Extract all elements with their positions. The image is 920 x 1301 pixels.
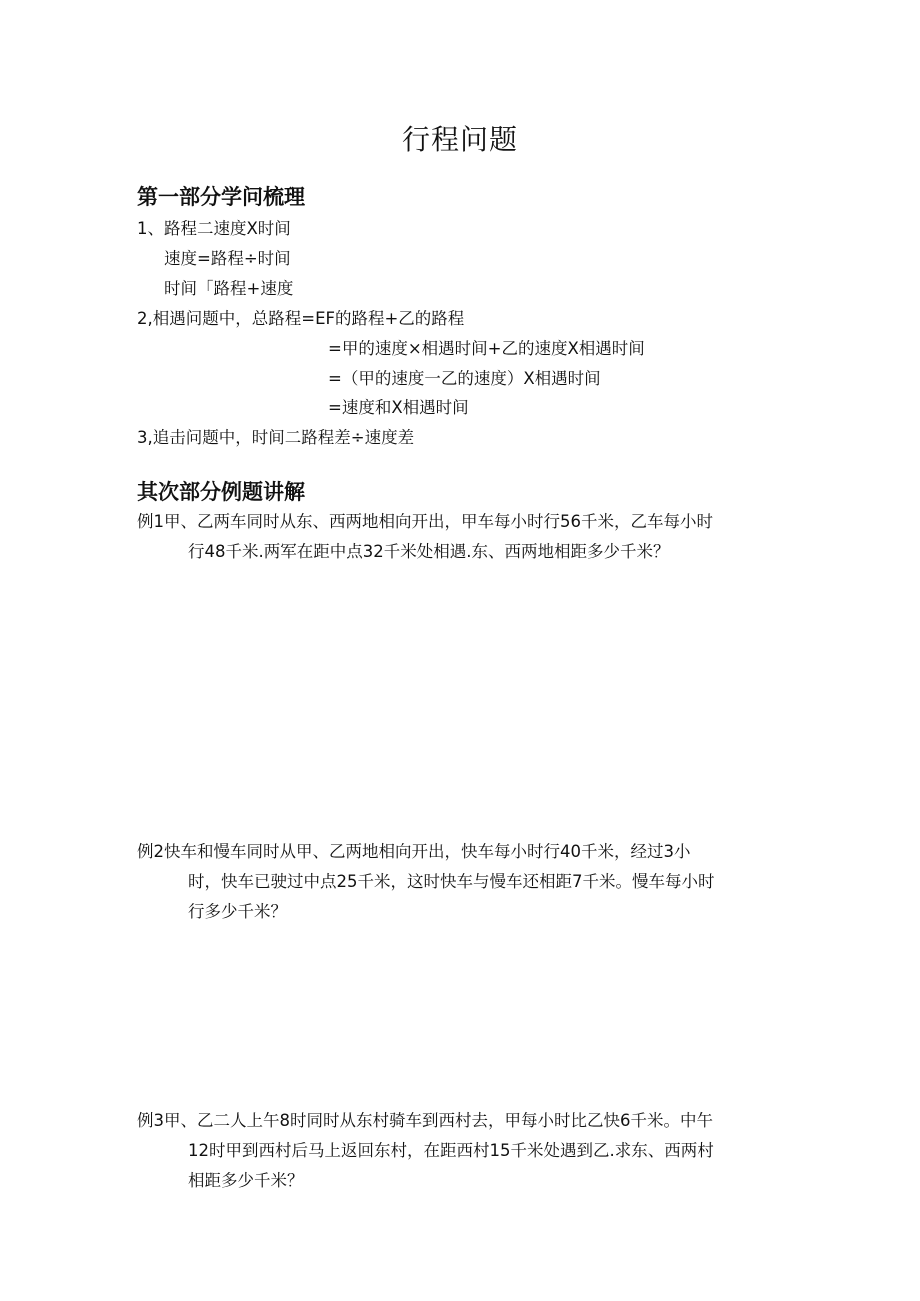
formula-time: 时间「路程+速度 [164,279,294,298]
meeting-problem-step-3: =速度和X相遇时间 [328,398,469,417]
example-3-line-3: 相距多少千米？ [188,1171,304,1190]
example-3-line-2: 12时甲到西村后马上返回东村，在距西村15千米处遇到乙.求东、西两村 [188,1141,714,1160]
meeting-problem-step-1: =甲的速度×相遇时间+乙的速度X相遇时间 [328,339,645,358]
example-3-line-1: 例3甲、乙二人上午8时同时从东村骑车到西村去，甲每小时比乙快6千米。中午 [137,1111,713,1130]
formula-distance: 1、路程二速度X时间 [137,219,291,238]
example-1 [137,511,713,563]
section-heading-example-explanation: 其次部分例题讲解 [137,480,305,504]
formula-speed: 速度=路程÷时间 [164,249,291,268]
chase-problem-formula: 3,追击问题中，时间二路程差÷速度差 [137,428,415,447]
example-2-line-2: 时，快车已驶过中点25千米，这时快车与慢车还相距7千米。慢车每小时 [188,872,715,891]
page-title: 行程问题 [401,123,518,156]
example-1-line-2: 行48千米.两军在距中点32千米处相遇.东、西两地相距多少千米？ [188,542,670,561]
section-heading-knowledge-review: 第一部分学问梳理 [137,185,305,209]
example-3 [137,1110,714,1192]
meeting-problem-step-2: =（甲的速度一乙的速度）X相遇时间 [328,369,601,388]
example-2 [137,841,715,923]
example-2-line-3: 行多少千米？ [188,902,287,921]
example-2-line-1: 例2快车和慢车同时从甲、乙两地相向开出，快车每小时行40千米，经过3小 [137,842,691,861]
meeting-problem-formula: 2,相遇问题中，总路程=EF的路程+乙的路程 [137,309,465,328]
example-1-line-1: 例1甲、乙两车同时从东、西两地相向开出，甲车每小时行56千米，乙车每小时 [137,512,713,531]
